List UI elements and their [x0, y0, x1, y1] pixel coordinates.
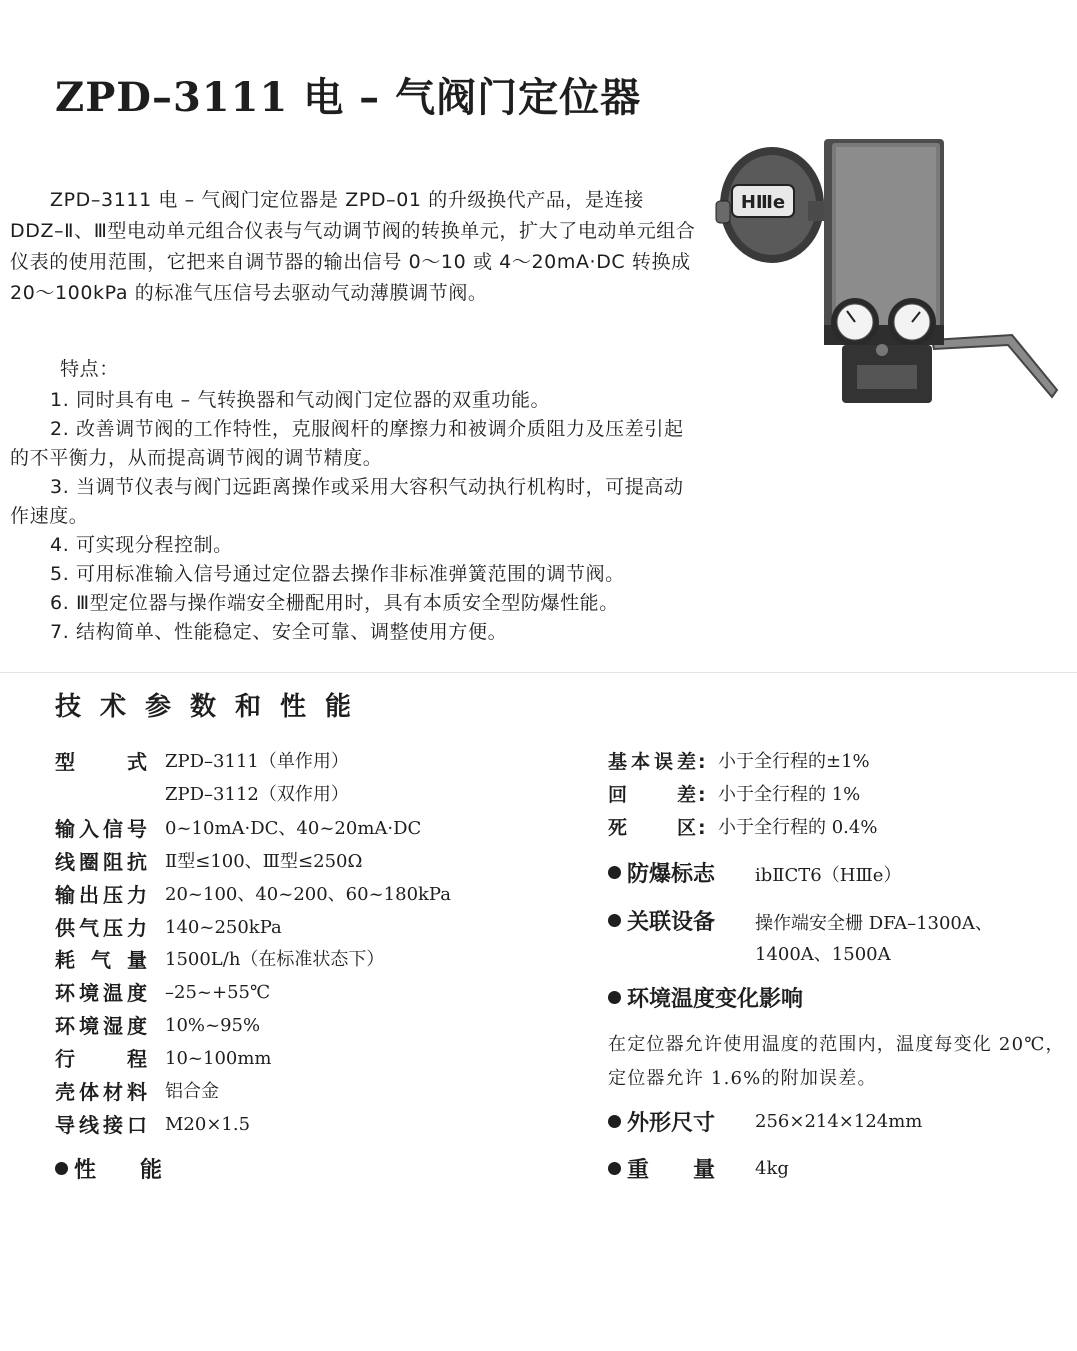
related-equipment-label: 关联设备: [627, 910, 716, 935]
spec-value: 10%~95%: [165, 1015, 261, 1036]
spec-label: 耗气量: [55, 948, 147, 972]
error-value: 小于全行程的 0.4%: [718, 817, 878, 838]
bullet-icon: [608, 1115, 621, 1128]
spec-label: 输入信号: [55, 817, 147, 841]
weight-label: 重 量: [627, 1158, 716, 1183]
product-photo: [712, 135, 1077, 445]
dimensions-heading: [608, 1106, 715, 1137]
bullet-icon: [608, 1162, 621, 1175]
weight-value: 4kg: [755, 1158, 789, 1179]
temp-influence-heading: [608, 982, 803, 1013]
feature-item: 4. 可实现分程控制。: [50, 534, 233, 556]
feature-item: 5. 可用标准输入信号通过定位器去操作非标准弹簧范围的调节阀。: [50, 563, 625, 585]
weight-heading: [608, 1153, 715, 1184]
related-equipment-value: 操作端安全栅 DFA–1300A、: [755, 913, 993, 934]
related-equipment-heading: [608, 905, 715, 936]
spec-label: 导线接口: [55, 1113, 147, 1137]
spec-value: 10~100mm: [165, 1048, 272, 1069]
intro-paragraph: [10, 185, 700, 309]
error-value: 小于全行程的 1%: [718, 784, 861, 805]
spec-value: 0~10mA·DC、40~20mA·DC: [165, 818, 422, 839]
performance-label: 性 能: [74, 1158, 163, 1183]
features-heading: 特点：: [60, 358, 119, 380]
feature-item: 3. 当调节仪表与阀门远距离操作或采用大容积气动执行机构时，可提高动作速度。: [10, 476, 684, 527]
spec-value: ZPD–3112（双作用）: [165, 784, 349, 805]
intro-text: ZPD–3111 电 – 气阀门定位器是 ZPD–01 的升级换代产品，是连接 DDZ–Ⅱ、Ⅲ型电动单元组合仪表与气动调节阀的转换单元，扩大了电动单元组合仪表的使用范围，它把来自调节器的输出信号 0～10 或 4～20mA·DC 转换成 20～100kPa 的标准气压信号去驱动气动薄膜调节阀。: [10, 189, 696, 304]
spec-label: 壳体材料: [55, 1080, 147, 1104]
spec-value: –25~+55℃: [165, 982, 271, 1003]
bullet-icon: [608, 866, 621, 879]
section-title: 技术参数和性能: [55, 692, 371, 722]
bullet-icon: [608, 914, 621, 927]
explosion-proof-label: 防爆标志: [627, 862, 716, 887]
features-list: [10, 355, 700, 647]
page-title: ZPD–3111 电 – 气阀门定位器: [55, 74, 642, 121]
explosion-proof-value: ibⅡCT6（HⅢe）: [755, 865, 902, 886]
explosion-proof-heading: [608, 857, 715, 888]
feature-item: 7. 结构简单、性能稳定、安全可靠、调整使用方便。: [50, 621, 508, 643]
feature-item: 2. 改善调节阀的工作特性，克服阀杆的摩擦力和被调介质阻力及压差引起的不平衡力，从而提高调节阀的调节精度。: [10, 418, 684, 469]
spec-value: 140~250kPa: [165, 917, 282, 938]
bullet-icon: [608, 991, 621, 1004]
error-label: 基本误差: [608, 751, 696, 773]
related-equipment-value-2: 1400A、1500A: [755, 944, 891, 965]
temp-influence-label: 环境温度变化影响: [627, 987, 804, 1012]
spec-value: 铝合金: [165, 1081, 219, 1102]
nameplate-label: HⅢe: [740, 192, 786, 213]
performance-heading: [55, 1153, 162, 1184]
spec-label: 供气压力: [55, 916, 147, 940]
bullet-icon: [55, 1162, 68, 1175]
spec-label: 型式: [55, 750, 147, 774]
spec-value: 20~100、40~200、60~180kPa: [165, 884, 451, 905]
dimensions-value: 256×214×124mm: [755, 1111, 923, 1132]
spec-label: 环境湿度: [55, 1014, 147, 1038]
spec-label: 行程: [55, 1047, 147, 1071]
section-divider: [0, 672, 1077, 673]
spec-value: Ⅱ型≤100、Ⅲ型≤250Ω: [165, 851, 363, 872]
spec-value: M20×1.5: [165, 1114, 251, 1135]
spec-value: ZPD–3111（单作用）: [165, 751, 349, 772]
spec-label: 输出压力: [55, 883, 147, 907]
spec-label: 线圈阻抗: [55, 850, 147, 874]
error-label: 死区: [608, 817, 696, 839]
feature-item: 1. 同时具有电 – 气转换器和气动阀门定位器的双重功能。: [50, 389, 551, 411]
spec-label: 环境温度: [55, 981, 147, 1005]
temp-influence-text: 在定位器允许使用温度的范围内，温度每变化 20℃，定位器允许 1.6%的附加误差。: [608, 1034, 1065, 1089]
error-label: 回差: [608, 784, 696, 806]
dimensions-label: 外形尺寸: [627, 1111, 716, 1136]
error-value: 小于全行程的±1%: [718, 751, 870, 772]
spec-value: 1500L/h（在标准状态下）: [165, 949, 385, 970]
feature-item: 6. Ⅲ型定位器与操作端安全栅配用时，具有本质安全型防爆性能。: [50, 592, 619, 614]
